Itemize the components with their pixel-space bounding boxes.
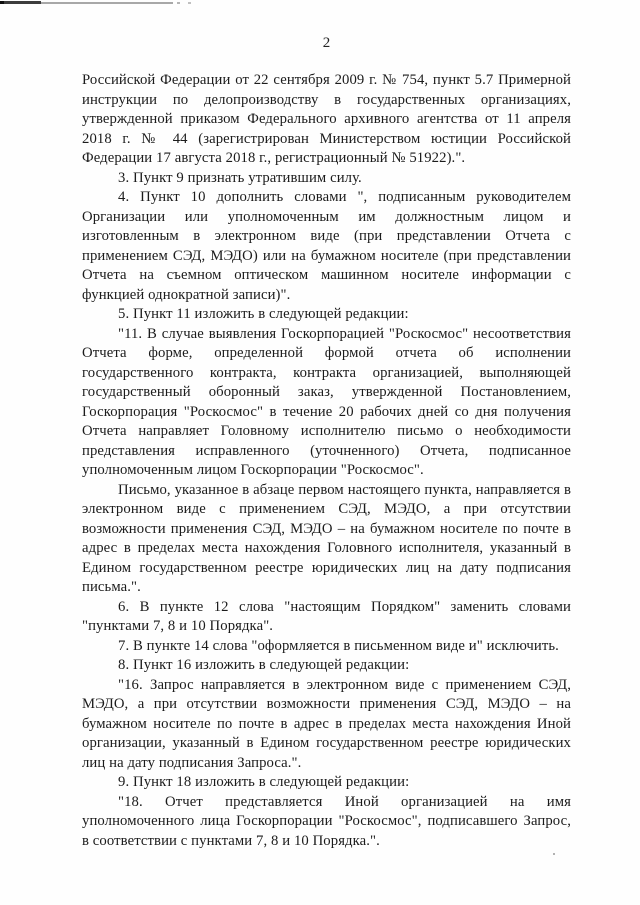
paragraph: 8. Пункт 16 изложить в следующей редакции: [118,657,410,673]
scan-artifact-top-edge [0,0,640,4]
paragraph: "11. В случае выявления Госкорпорацией "Роскосмос" несоответствия Отчета форме, определенной формой отчета об исполнении государственного контракта, контракта организацией, выполняющей государственный оборонный заказ, утвержденной Постановлением, Госкорпорация "Роскосмос" в течение 20 рабочих дней со дня получения Отчета направляет Головному исполнителю письмо о необходимости представления исправленного (уточненного) Отчета, подписанное уполномоченным лицом Госкорпорации "Роскосмос". [82,325,571,478]
paragraph: 7. В пункте 14 слова "оформляется в письменном виде и" исключить. [118,637,559,654]
paragraph: 6. В пункте 12 слова "настоящим Порядком" заменить словами "пунктами 7, 8 и 10 Порядка". [82,598,571,634]
scan-artifact-gray-segment [41,2,173,4]
scan-artifact-dot [188,2,191,4]
paragraph: 3. Пункт 9 признать утратившим силу. [118,169,362,186]
paragraph: 9. Пункт 18 изложить в следующей редакции: [118,774,410,790]
scan-artifact-dark-segment [0,1,41,4]
paragraph: 4. Пункт 10 дополнить словами ", подписанным руководителем Организации или уполномоченным им должностным лицом и изготовленным в электронном виде (при представлении Отчета с применением СЭД, МЭДО) или на бумажном носителе (при представлении Отчета на съемном оптическом машинном носителе информации с функцией однократной записи)". [82,189,571,303]
paragraph: "18. Отчет представляется Иной организацией на имя уполномоченного лица Госкорпорации "Роскосмос", подписавшего Запрос, в соответствии с пунктами 7, 8 и 10 Порядка.". [82,793,571,849]
document-body [82,71,571,851]
paragraph: 5. Пункт 11 изложить в следующей редакции: [118,306,409,322]
scan-speckle [553,853,555,855]
paragraph: Российской Федерации от 22 сентября 2009 г. № 754, пункт 5.7 Примерной инструкции по делопроизводству в государственных организациях, утвержденной приказом Федерального архивного агентства от 11 апреля 2018 г. № 44 (зарегистрирован Министерством юстиции Российской Федерации 17 августа 2018 г., регистрационный № 51922).". [82,72,571,166]
page-number: 2 [322,35,331,51]
paragraph: Письмо, указанное в абзаце первом настоящего пункта, направляется в электронном виде с применением СЭД, МЭДО, а при отсутствии возможности применения СЭД, МЭДО – на бумажном носителе по почте в адрес в пределах места нахождения Головного исполнителя, указанный в Едином государственном реестре юридических лиц на дату подписания письма.". [82,481,571,595]
paragraph: "16. Запрос направляется в электронном виде с применением СЭД, МЭДО, а при отсутствии возможности применения СЭД, МЭДО – на бумажном носителе по почте в адрес в пределах места нахождения Иной организации, указанный в Едином государственном реестре юридических лиц на дату подписания Запроса.". [82,676,571,771]
scan-artifact-dot [177,2,180,4]
